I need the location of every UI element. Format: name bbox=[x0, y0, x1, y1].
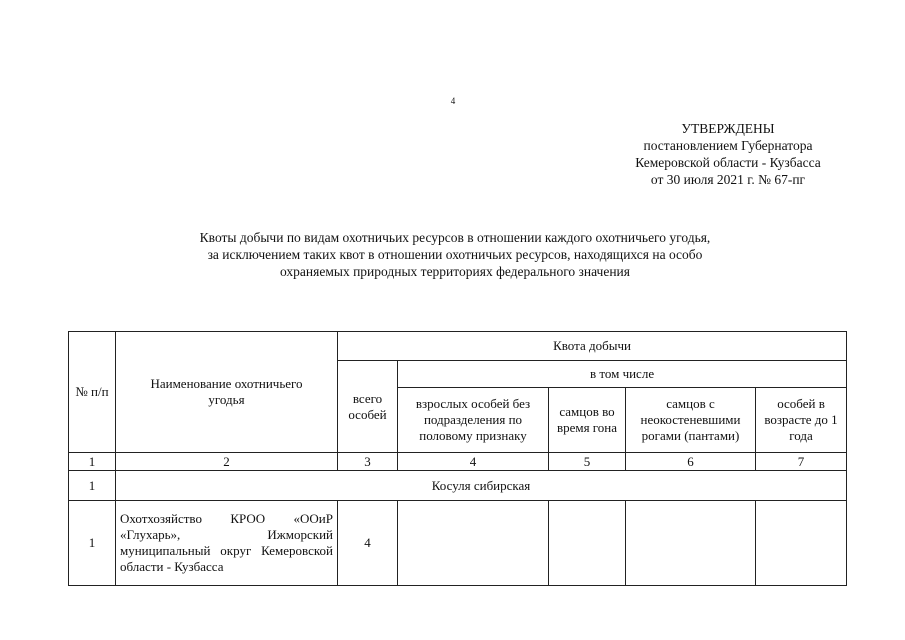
col-number: 1 bbox=[69, 453, 116, 471]
header-quota: Квота добычи bbox=[338, 332, 847, 361]
species-num: 1 bbox=[69, 471, 116, 501]
row-name: Охотхозяйство КРОО «ООиР «Глухарь», Ижморский муниципальный округ Кемеровской области - Кузбасса bbox=[116, 501, 338, 586]
table-row bbox=[69, 501, 847, 586]
species-row bbox=[69, 471, 847, 501]
quota-table bbox=[68, 331, 847, 586]
title-line: Квоты добычи по видам охотничьих ресурсов в отношении каждого охотничьего угодья, bbox=[199, 230, 711, 245]
approval-line: от 30 июля 2021 г. № 67-пг bbox=[650, 172, 806, 187]
header-name: Наименование охотничьего угодья bbox=[116, 332, 338, 453]
header-males-antlers: самцов с неокостеневшими рогами (пантами) bbox=[626, 388, 756, 453]
approval-line: Кемеровской области - Кузбасса bbox=[635, 155, 821, 170]
col-number: 6 bbox=[626, 453, 756, 471]
header-num: № п/п bbox=[69, 332, 116, 453]
col-number: 7 bbox=[756, 453, 847, 471]
species-name: Косуля сибирская bbox=[116, 471, 847, 501]
header-adults: взрослых особей без подразделения по половому признаку bbox=[398, 388, 549, 453]
page-number: 4 bbox=[450, 96, 456, 106]
header-total: всего особей bbox=[338, 361, 398, 453]
approval-block bbox=[600, 120, 856, 188]
approval-line: постановлением Губернатора bbox=[643, 138, 813, 153]
title-line: за исключением таких квот в отношении охотничьих ресурсов, находящихся на особо bbox=[207, 247, 703, 262]
header-males-rut: самцов во время гона bbox=[549, 388, 626, 453]
approval-line: УТВЕРЖДЕНЫ bbox=[681, 121, 775, 136]
row-num: 1 bbox=[69, 501, 116, 586]
row-young bbox=[756, 501, 847, 586]
document-title bbox=[120, 229, 790, 280]
row-total: 4 bbox=[338, 501, 398, 586]
row-adults bbox=[398, 501, 549, 586]
row-males-rut bbox=[549, 501, 626, 586]
col-number: 5 bbox=[549, 453, 626, 471]
header-including: в том числе bbox=[398, 361, 847, 388]
header-young: особей в возрасте до 1 года bbox=[756, 388, 847, 453]
title-line: охраняемых природных территориях федерального значения bbox=[280, 264, 630, 279]
col-number: 2 bbox=[116, 453, 338, 471]
col-number: 3 bbox=[338, 453, 398, 471]
col-number: 4 bbox=[398, 453, 549, 471]
row-males-antlers bbox=[626, 501, 756, 586]
